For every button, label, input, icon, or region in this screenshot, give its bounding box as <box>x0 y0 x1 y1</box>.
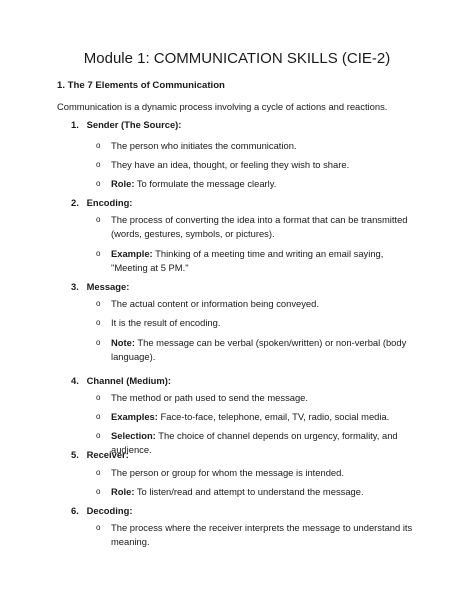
bullet-text: Face-to-face, telephone, email, TV, radio, social media. <box>157 411 390 422</box>
bullet-text: The person who initiates the communication. <box>111 140 297 151</box>
bullet-label: Selection: <box>111 430 156 441</box>
bullet-marker: o <box>96 468 101 477</box>
bullet-text: It is the result of encoding. <box>111 317 221 328</box>
bullet-text: The actual content or information being conveyed. <box>111 298 319 309</box>
bullet-marker: o <box>96 141 101 150</box>
bullet-item <box>111 316 421 330</box>
element-heading-label: Decoding: <box>84 505 133 516</box>
bullet-text: The choice of channel depends on urgency, formality, and audience. <box>111 430 398 455</box>
element-heading <box>71 375 171 387</box>
bullet-item <box>111 391 421 405</box>
element-heading-label: Message: <box>84 281 130 292</box>
bullet-item <box>111 247 421 275</box>
bullet-marker: o <box>96 318 101 327</box>
bullet-item <box>111 485 421 499</box>
bullet-item <box>111 521 421 549</box>
bullet-label: Role: <box>111 178 135 189</box>
bullet-text: The message can be verbal (spoken/written) or non-verbal (body language). <box>111 337 407 362</box>
bullet-text: To formulate the message clearly. <box>134 178 277 189</box>
bullet-marker: o <box>96 179 101 188</box>
bullet-text: The method or path used to send the message. <box>111 392 308 403</box>
page-title: Module 1: COMMUNICATION SKILLS (CIE-2) <box>83 50 391 67</box>
element-number: 2. <box>71 197 79 208</box>
bullet-item <box>111 297 421 311</box>
bullet-item <box>111 158 421 172</box>
element-heading-label: Receiver: <box>84 449 129 460</box>
bullet-text: The process of converting the idea into a format that can be transmitted (words, gestures, symbols, or pictures). <box>111 214 408 239</box>
element-heading-label: Sender (The Source): <box>84 119 182 130</box>
bullet-marker: o <box>96 299 101 308</box>
bullet-item <box>111 466 421 480</box>
element-heading <box>71 281 129 293</box>
bullet-text: To listen/read and attempt to understand the message. <box>134 486 364 497</box>
bullet-text: The process where the receiver interprets the message to understand its meaning. <box>111 522 413 547</box>
bullet-text: They have an idea, thought, or feeling they wish to share. <box>111 159 350 170</box>
element-heading <box>71 449 129 461</box>
bullet-item <box>111 177 421 191</box>
bullet-marker: o <box>96 160 101 169</box>
element-number: 3. <box>71 281 79 292</box>
bullet-text: The person or group for whom the message is intended. <box>111 467 344 478</box>
element-heading-label: Channel (Medium): <box>84 375 171 386</box>
bullet-item <box>111 213 421 241</box>
section-intro: Communication is a dynamic process involving a cycle of actions and reactions. <box>57 101 388 112</box>
bullet-item <box>111 336 421 364</box>
bullet-marker: o <box>96 393 101 402</box>
element-heading <box>71 505 132 517</box>
element-number: 6. <box>71 505 79 516</box>
bullet-text: Thinking of a meeting time and writing an email saying, "Meeting at 5 PM." <box>111 248 384 273</box>
bullet-marker: o <box>96 215 101 224</box>
bullet-item <box>111 139 421 153</box>
bullet-marker: o <box>96 338 101 347</box>
element-heading <box>71 119 181 131</box>
element-number: 5. <box>71 449 79 460</box>
element-number: 4. <box>71 375 79 386</box>
bullet-item <box>111 410 421 424</box>
bullet-label: Examples: <box>111 411 158 422</box>
bullet-marker: o <box>96 487 101 496</box>
bullet-marker: o <box>96 523 101 532</box>
bullet-label: Note: <box>111 337 135 348</box>
bullet-marker: o <box>96 412 101 421</box>
element-number: 1. <box>71 119 79 130</box>
section-heading: 1. The 7 Elements of Communication <box>57 80 225 91</box>
bullet-label: Role: <box>111 486 135 497</box>
element-heading-label: Encoding: <box>84 197 133 208</box>
bullet-marker: o <box>96 249 101 258</box>
bullet-label: Example: <box>111 248 153 259</box>
bullet-item <box>111 429 421 457</box>
bullet-marker: o <box>96 431 101 440</box>
element-heading <box>71 197 132 209</box>
